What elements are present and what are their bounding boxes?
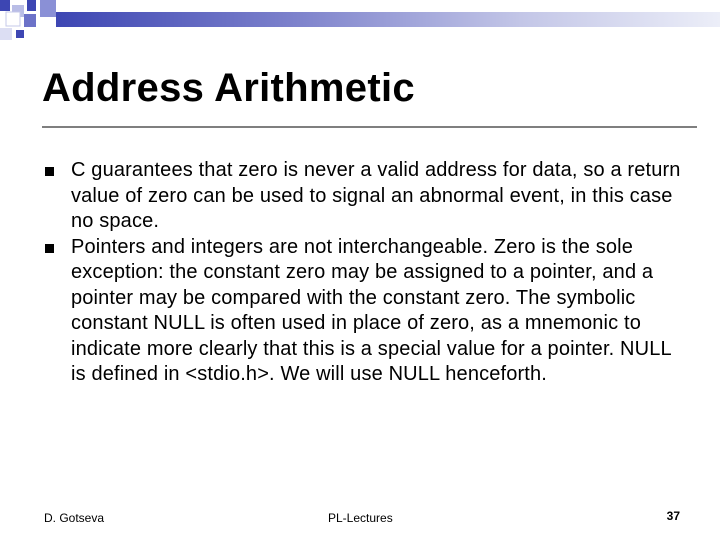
square-bullet-icon [45, 244, 54, 253]
square-bullet-icon [45, 167, 54, 176]
header-gradient-band [56, 12, 720, 27]
footer-course: PL-Lectures [328, 511, 393, 525]
bullet-text-2: Pointers and integers are not interchangeable. Zero is the sole exception: the constant zero may be assigned to a pointer, and a pointer may be compared with the constant zero. The symbolic constant NULL is often used in place of zero, as a mnemonic to indicate more clearly that this is a special value for a pointer. NULL is defined in <stdio.h>. We will use NULL henceforth. [71, 235, 672, 385]
bullet-item-1 [42, 158, 682, 235]
bullet-text-1: C guarantees that zero is never a valid address for data, so a return value of zero can be used to signal an abnormal event, in this case no space. [71, 159, 681, 232]
title-divider [42, 126, 697, 128]
page-title: Address Arithmetic [42, 66, 415, 110]
footer-author: D. Gotseva [44, 511, 105, 525]
page-number: 37 [666, 509, 680, 523]
bullet-list [42, 158, 682, 388]
bullet-item-2 [42, 235, 682, 388]
corner-squares-decoration [0, 0, 60, 42]
